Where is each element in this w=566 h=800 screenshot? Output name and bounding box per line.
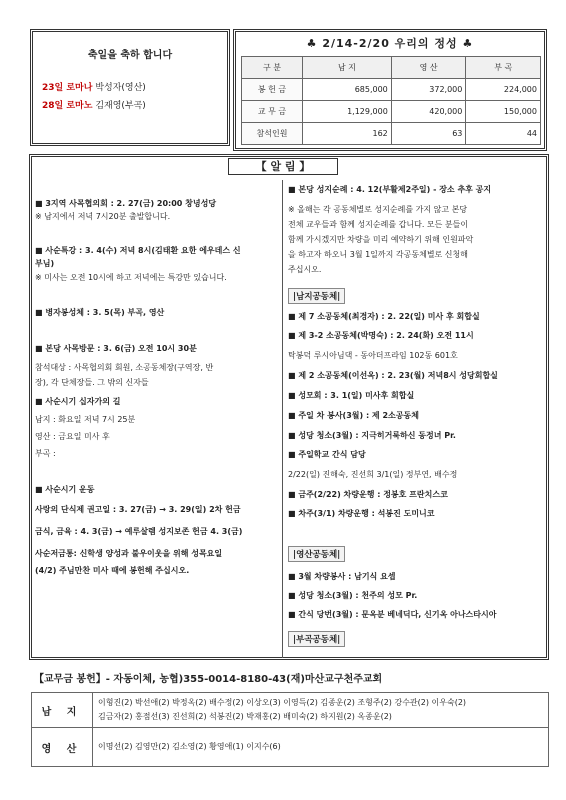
notice-line: ■ 본당 성지순례 : 4. 12(부활제2주일) - 장소 추후 공지 xyxy=(288,185,492,194)
notice-line: ■ 제 3-2 소공동체(박명숙) : 2. 24(화) 오전 11시 xyxy=(288,331,474,340)
cell: 44 xyxy=(466,123,541,145)
feast-day: 23일 로마나 xyxy=(42,83,93,93)
notice-line: ■ 3지역 사목협의회 : 2. 27(금) 20:00 창녕성당 xyxy=(35,199,217,208)
region-label: 남 지 xyxy=(32,693,93,728)
notice-line: 탁봉덕 루시아님댁 - 동아더프라임 102동 601호 xyxy=(288,351,458,360)
offering-box xyxy=(233,29,547,151)
notice-line: 참석대상 : 사목협의회 회원, 소공동체장(구역장, 반 xyxy=(35,363,214,372)
notice-line: ■ 성모회 : 3. 1(일) 미사후 회합실 xyxy=(288,391,415,400)
row-label: 교 무 금 xyxy=(242,101,303,123)
notice-line: 금식, 금육 : 4. 3(금) → 예루살렘 성지보존 헌금 4. 3(금) xyxy=(35,527,243,536)
notice-line: 영산 : 금요일 미사 후 xyxy=(35,432,110,441)
account-info: 【교무금 봉헌】- 자동이체, 농협)355-0014-8180-43(재)마산교구천주교회 xyxy=(34,674,383,685)
notice-line: ■ 제 7 소공동체(최경자) : 2. 22(일) 미사 후 회합실 xyxy=(288,312,480,321)
feast-box xyxy=(30,29,230,146)
cell: 63 xyxy=(391,123,466,145)
feast-day: 28일 로마노 xyxy=(42,101,93,111)
notice-line: ■ 차주(3/1) 차량운행 : 석봉진 도미니코 xyxy=(288,509,435,518)
notice-line: 2/22(일) 진해숙, 진선희 3/1(일) 정부연, 배수정 xyxy=(288,470,458,479)
feast-title: 축일을 축하 합니다 xyxy=(87,50,173,61)
notice-line: 장), 각 단체장들. 그 밖의 신자들 xyxy=(35,378,149,387)
notice-line: 주십시오. xyxy=(288,265,322,274)
offering-header: 구 분 xyxy=(242,57,303,79)
notice-line: ■ 사순시기 운동 xyxy=(35,485,95,494)
notice-title: 【 알 림 】 xyxy=(228,158,338,175)
notice-line: 을 하고자 하오니 3월 1일까지 각공동체별로 신청해 xyxy=(288,250,468,259)
cell: 224,000 xyxy=(466,79,541,101)
notice-line: ■ 성당 청소(3월) : 지극히거룩하신 동정녀 Pr. xyxy=(288,431,456,440)
notice-line: 부곡 : xyxy=(35,449,56,458)
feast-item xyxy=(42,80,146,93)
notice-line: ※ 미사는 오전 10시에 하고 저녁에는 특강만 있습니다. xyxy=(35,273,227,282)
donor-names-table xyxy=(31,692,549,767)
names-cell xyxy=(93,728,549,767)
notice-line: ■ 주일 차 봉사(3월) : 제 2소공동체 xyxy=(288,411,419,420)
offering-row xyxy=(242,79,541,101)
notice-line: (4/2) 주님만찬 미사 때에 봉헌해 주십시오. xyxy=(35,566,190,575)
names-cell xyxy=(93,693,549,728)
cell: 372,000 xyxy=(391,79,466,101)
offering-row xyxy=(242,101,541,123)
feast-name: 박성자(영산) xyxy=(95,83,146,93)
section-tag-bugok: |부곡공동체| xyxy=(288,631,345,647)
notice-line: ■ 성당 청소(3월) : 천주의 성모 Pr. xyxy=(288,591,418,600)
notice-line: ■ 3월 차량봉사 : 남기식 요셉 xyxy=(288,572,396,581)
notice-line: ■ 주일학교 간식 담당 xyxy=(288,450,366,459)
offering-table xyxy=(241,56,541,145)
notice-line: 함께 가시겠지만 차량을 미리 예약하기 위해 인원파악 xyxy=(288,235,474,244)
notice-line: 전체 교우들과 함께 성지순례를 갑니다. 모든 분들이 xyxy=(288,220,469,229)
cell: 685,000 xyxy=(303,79,392,101)
offering-header-row xyxy=(242,57,541,79)
offering-header: 남 지 xyxy=(303,57,392,79)
feast-item xyxy=(42,98,146,111)
notice-line: ■ 사순특강 : 3. 4(수) 저녁 8시(김태환 요한 에우데스 신 xyxy=(35,246,241,255)
column-divider xyxy=(282,180,283,658)
table-row xyxy=(32,728,549,767)
notice-line: ■ 본당 사목방문 : 3. 6(금) 오전 10시 30분 xyxy=(35,344,197,353)
notice-line: ※ 남지에서 저녁 7시20분 출발합니다. xyxy=(35,212,171,221)
notice-line: ■ 간식 당번(3월) : 문옥분 베네딕다, 신기옥 아나스타시아 xyxy=(288,610,497,619)
row-label: 봉 헌 금 xyxy=(242,79,303,101)
cell: 162 xyxy=(303,123,392,145)
notice-line: 남지 : 화요일 저녁 7시 25분 xyxy=(35,415,136,424)
notice-line: ※ 올해는 각 공동체별로 성지순례를 가지 않고 본당 xyxy=(288,205,468,214)
section-tag-namji: |남지공동체| xyxy=(288,288,345,304)
notice-line: 사랑의 단식제 권고일 : 3. 27(금) → 3. 29(일) 2차 헌금 xyxy=(35,505,241,514)
notice-line: 사순저금통: 신학생 양성과 불우이웃을 위해 성목요일 xyxy=(35,549,223,558)
names-line: 이형진(2) 박선애(2) 박정옥(2) 배수정(2) 이상오(3) 이영득(2) 김종운(2) 조형주(2) 강수관(2) 이우숙(2) xyxy=(98,698,467,707)
cell: 150,000 xyxy=(466,101,541,123)
notice-line: ■ 제 2 소공동체(이선옥) : 2. 23(월) 저녁8시 성당회합실 xyxy=(288,371,498,380)
region-label: 영 산 xyxy=(32,728,93,767)
table-row xyxy=(32,693,549,728)
cell: 1,129,000 xyxy=(303,101,392,123)
row-label: 참석인원 xyxy=(242,123,303,145)
names-line: 이명선(2) 김영만(2) 김소영(2) 황영애(1) 이지수(6) xyxy=(98,742,281,751)
offering-row xyxy=(242,123,541,145)
notice-line: ■ 금주(2/22) 차량운행 : 정봉호 프란치스코 xyxy=(288,490,448,499)
feast-name: 김재영(부곡) xyxy=(95,101,146,111)
offering-title: ♣ 2/14-2/20 우리의 정성 ♣ xyxy=(306,37,474,50)
notice-line: 부님) xyxy=(35,259,55,268)
notice-line: ■ 병자봉성체 : 3. 5(목) 부곡, 영산 xyxy=(35,308,165,317)
offering-header: 영 산 xyxy=(391,57,466,79)
offering-header: 부 곡 xyxy=(466,57,541,79)
section-tag-yeongsan: |영산공동체| xyxy=(288,546,345,562)
cell: 420,000 xyxy=(391,101,466,123)
notice-line: ■ 사순시기 십자가의 길 xyxy=(35,397,121,406)
names-line: 김금자(2) 홍점선(3) 진선희(2) 석봉진(2) 박재홍(2) 배미숙(2) 하지원(2) 옥종운(2) xyxy=(98,712,392,721)
